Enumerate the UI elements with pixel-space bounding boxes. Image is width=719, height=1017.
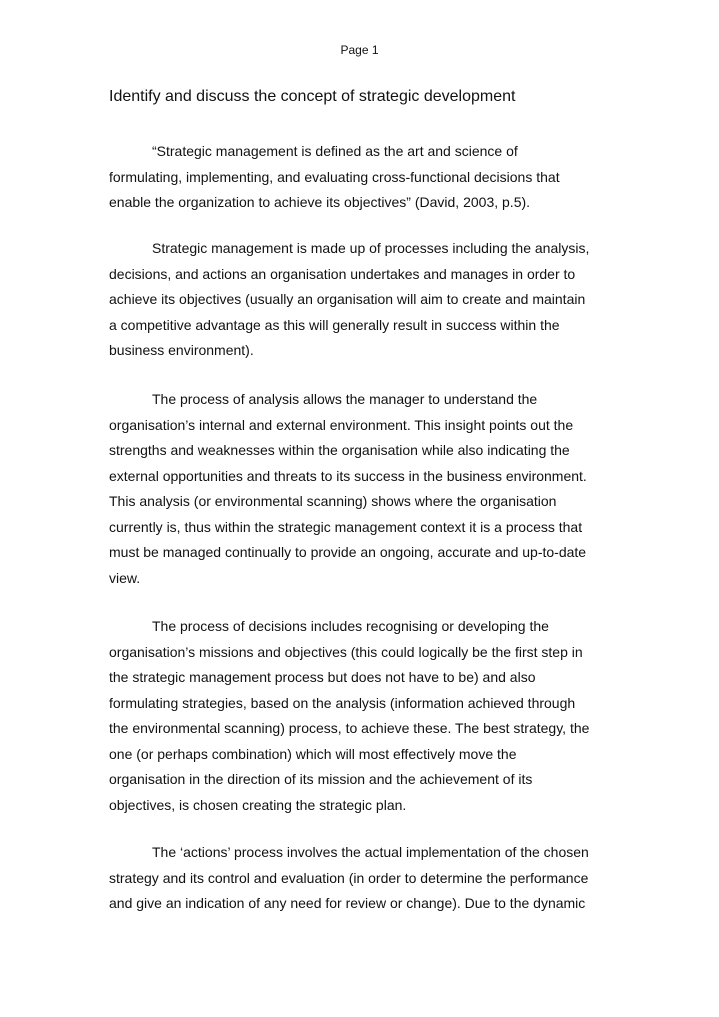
paragraph-line: objectives, is chosen creating the strategic plan. <box>109 796 407 813</box>
paragraph-line: view. <box>109 569 141 586</box>
paragraph-line: formulating strategies, based on the analysis (information achieved through <box>109 694 576 711</box>
paragraph-line: The process of decisions includes recognising or developing the <box>152 618 549 634</box>
page-header: Page 1 <box>340 43 379 57</box>
paragraph-line: the strategic management process but does not have to be) and also <box>109 669 536 685</box>
paragraph-line: This analysis (or environmental scanning) shows where the organisation <box>109 493 557 509</box>
paragraph-line: one (or perhaps combination) which will most effectively move the <box>109 745 517 762</box>
paragraph-line: The process of analysis allows the manager to understand the <box>152 391 538 407</box>
paragraph-line: formulating, implementing, and evaluating cross-functional decisions that <box>109 168 560 185</box>
paragraph-line: strategy and its control and evaluation (in order to determine the performance <box>109 869 589 886</box>
paragraph-line: a competitive advantage as this will generally result in success within the <box>109 316 560 333</box>
document-heading: Identify and discuss the concept of strategic development <box>109 88 516 105</box>
paragraph-line: “Strategic management is defined as the art and science of <box>152 143 518 159</box>
paragraph-1 <box>109 141 560 218</box>
paragraph-line: business environment). <box>109 342 254 358</box>
paragraph-line: organisation in the direction of its mission and the achievement of its <box>109 771 533 787</box>
paragraph-line: external opportunities and threats to its success in the business environment. <box>109 467 587 484</box>
paragraph-3 <box>109 389 587 593</box>
paragraph-line: achieve its objectives (usually an organisation will aim to create and maintain <box>109 291 586 307</box>
paragraph-line: enable the organization to achieve its objectives” (David, 2003, p.5). <box>109 194 531 210</box>
paragraph-2 <box>109 238 589 366</box>
paragraph-line: and give an indication of any need for review or change). Due to the dynamic <box>109 895 586 911</box>
paragraph-line: must be managed continually to provide an ongoing, accurate and up-to-date <box>109 544 587 560</box>
paragraph-line: decisions, and actions an organisation undertakes and manages in order to <box>109 265 576 282</box>
paragraph-line: currently is, thus within the strategic management context it is a process that <box>109 518 583 535</box>
paragraph-5 <box>109 842 589 919</box>
paragraph-line: organisation’s internal and external environment. This insight points out the <box>109 416 574 433</box>
paragraph-line: organisation’s missions and objectives (this could logically be the first step in <box>109 643 583 660</box>
paragraph-line: Strategic management is made up of processes including the analysis, <box>152 240 590 256</box>
paragraph-line: the environmental scanning) process, to achieve these. The best strategy, the <box>109 720 590 736</box>
paragraph-4 <box>109 616 589 820</box>
paragraph-line: The ‘actions’ process involves the actual implementation of the chosen <box>152 844 589 860</box>
paragraph-line: strengths and weaknesses within the organisation while also indicating the <box>109 442 570 458</box>
